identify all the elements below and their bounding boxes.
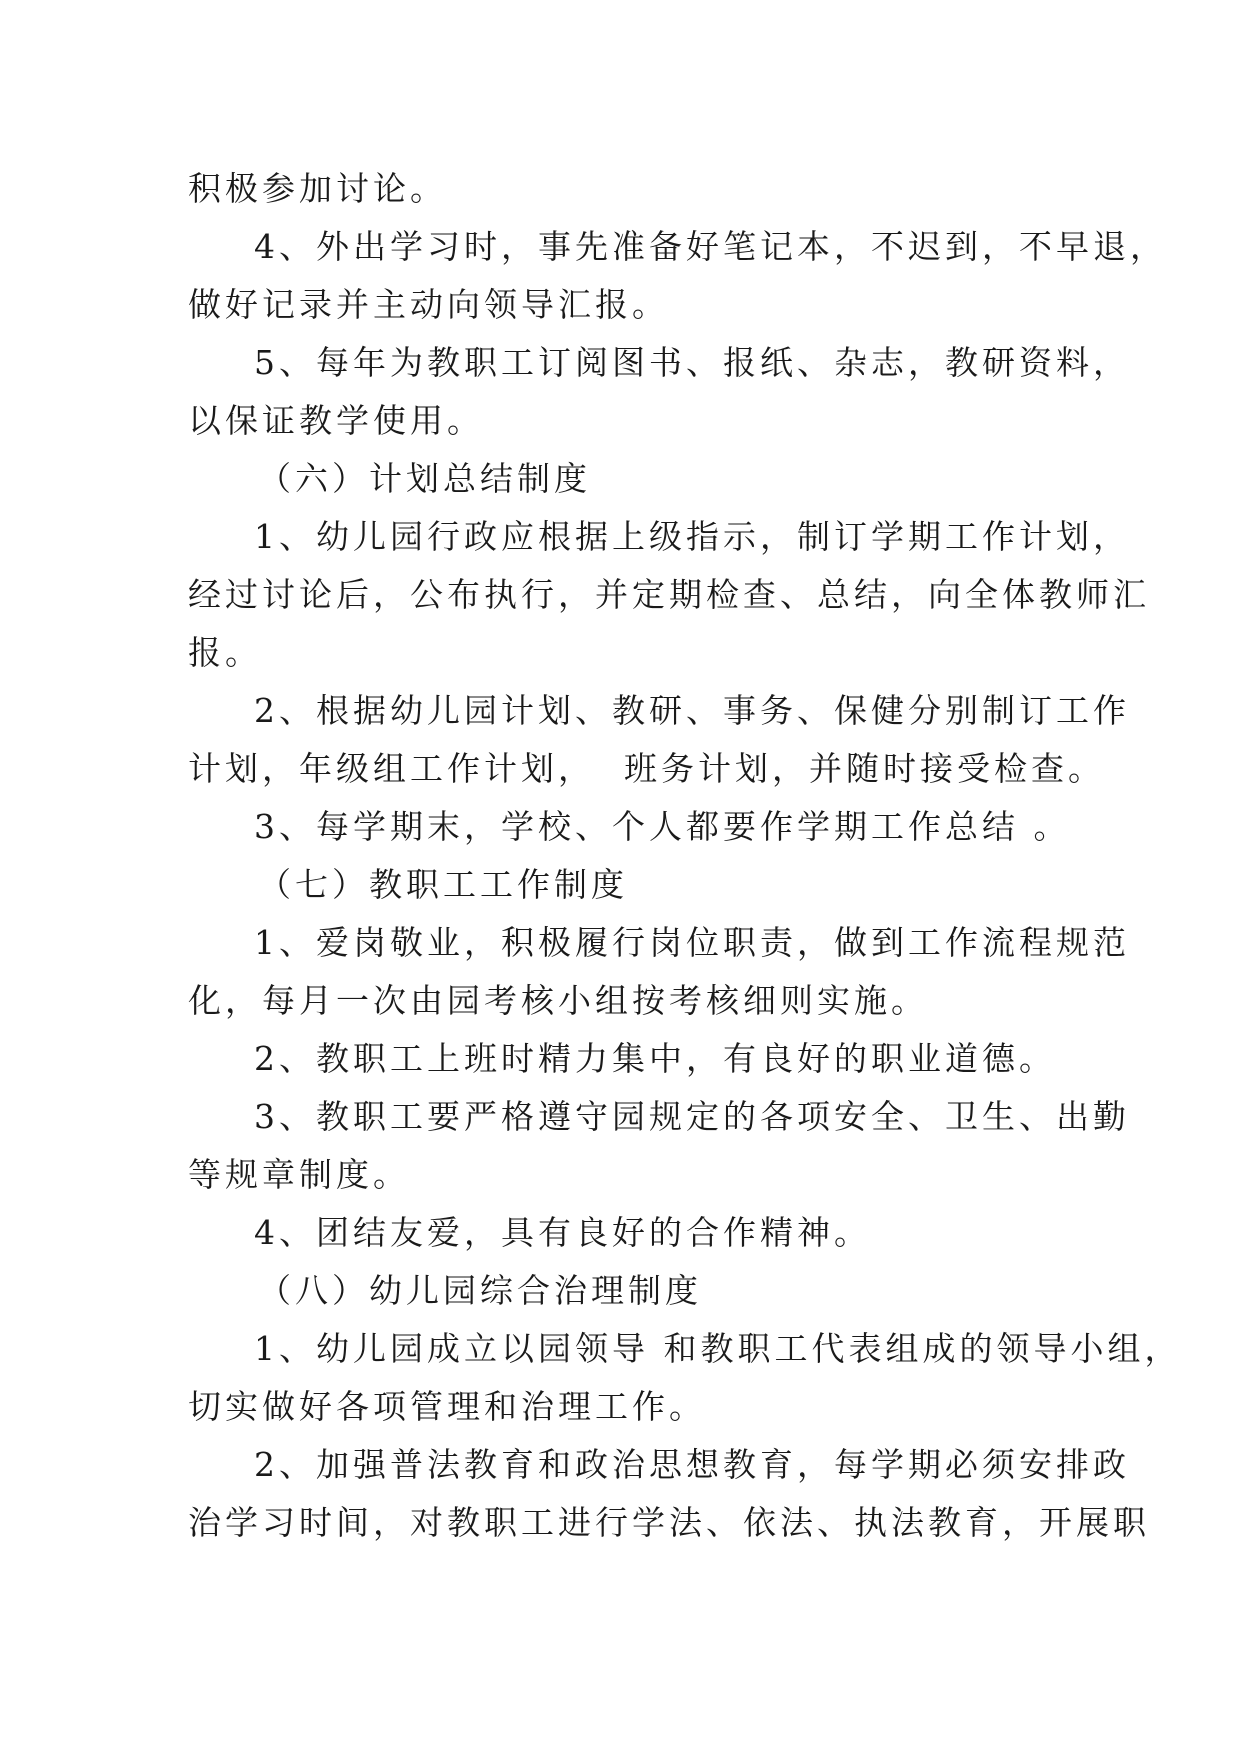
text-line: 切实做好各项管理和治理工作。 [188,1387,706,1426]
text-line: 4、外出学习时，事先准备好笔记本，不迟到，不早退， [254,227,1167,266]
text-line: 等规章制度。 [188,1155,410,1194]
text-line: 1、爱岗敬业，积极履行岗位职责，做到工作流程规范 [254,923,1130,962]
text-line: 化，每月一次由园考核小组按考核细则实施。 [188,981,928,1020]
section-heading: （八）幼儿园综合治理制度 [258,1271,702,1310]
text-line: 报。 [188,633,262,672]
document-body [188,160,1182,1552]
text-line: 做好记录并主动向领导汇报。 [188,285,669,324]
text-line: 3、每学期末，学校、个人都要作学期工作总结 。 [254,807,1071,846]
text-line: 经过讨论后，公布执行，并定期检查、总结，向全体教师汇 [188,575,1150,614]
text-line: 1、幼儿园成立以园领导 和教职工代表组成的领导小组， [254,1329,1182,1368]
section-heading: （七）教职工工作制度 [258,865,628,904]
text-line: 2、加强普法教育和政治思想教育，每学期必须安排政 [254,1445,1130,1484]
text-line: 治学习时间，对教职工进行学法、依法、执法教育，开展职 [188,1503,1150,1542]
text-line: 积极参加讨论。 [188,169,447,208]
text-line: 3、教职工要严格遵守园规定的各项安全、卫生、出勤 [254,1097,1130,1136]
text-line: 2、教职工上班时精力集中，有良好的职业道德。 [254,1039,1056,1078]
text-line: 4、团结友爱，具有良好的合作精神。 [254,1213,871,1252]
section-heading: （六）计划总结制度 [258,459,591,498]
text-line: 5、每年为教职工订阅图书、报纸、杂志，教研资料， [254,343,1130,382]
text-line: 计划，年级组工作计划， 班务计划，并随时接受检查。 [188,749,1105,788]
text-line: 2、根据幼儿园计划、教研、事务、保健分别制订工作 [254,691,1130,730]
text-line: 1、幼儿园行政应根据上级指示，制订学期工作计划， [254,517,1130,556]
text-line: 以保证教学使用。 [188,401,484,440]
